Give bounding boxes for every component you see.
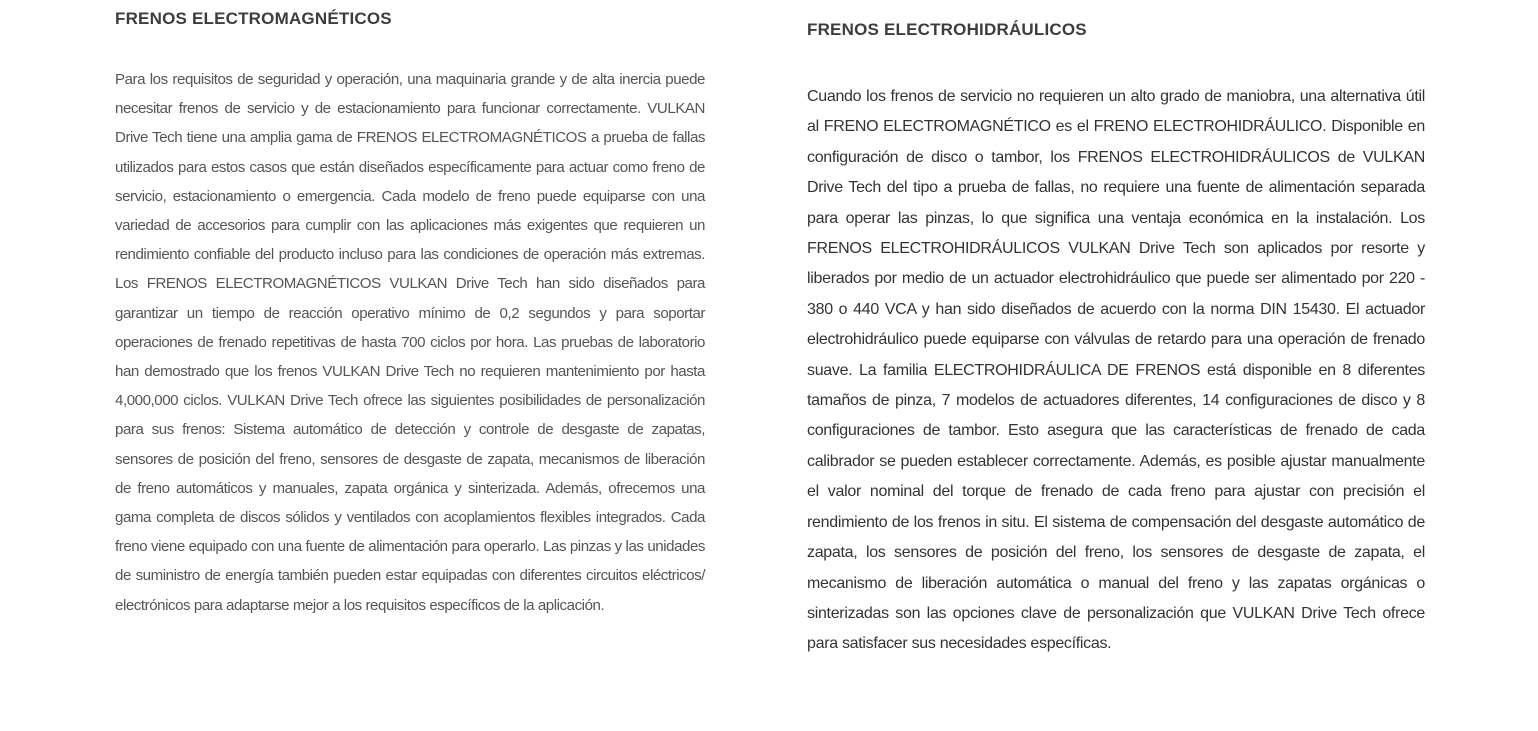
section-body-text: Para los requisitos de seguridad y operación, una maquinaria grande y de alta inercia puede necesitar frenos de servicio y de estacionamiento para funcionar correctamente. VULKAN Drive Tech tiene una amplia gama de FRENOS ELECTROMAGNÉTICOS a prueba de fallas utilizados para estos casos que están diseñados específicamente para actuar como freno de servicio, estacionamiento o emergencia. Cada modelo de freno puede equiparse con una variedad de accesorios para cumplir con las aplicaciones más exigentes que requieren un rendimiento confiable del producto incluso para las condiciones de operación más extremas. Los FRENOS ELECTROMAGNÉTICOS VULKAN Drive Tech han sido diseñados para garantizar un tiempo de reacción operativo mínimo de 0,2 segundos y para soportar operaciones de frenado repetitivas de hasta 700 ciclos por hora. Las pruebas de laboratorio han demostrado que los frenos VULKAN Drive Tech no requieren mantenimiento por hasta 4,000,000 ciclos. VULKAN Drive Tech ofrece las siguientes posibilidades de personalización para sus frenos: Sistema automático de detección y controle de desgaste de zapatas, sensores de posición del freno, sensores de desgaste de zapata, mecanismos de liberación de freno automáticos y manuales, zapata orgánica y sinterizada. Además, ofrecemos una gama completa de discos sólidos y ventilados con acoplamientos flexibles integrados. Cada freno viene equipado con una fuente de alimentación para operarlo. Las pinzas y las unidades de suministro de energía también pueden estar equipadas con diferentes circuitos eléctricos/ electrónicos para adaptarse mejor a los requisitos específicos de la aplicación.: [115, 71, 705, 614]
section-body-text: Cuando los frenos de servicio no requieren un alto grado de maniobra, una alternativa útil al FRENO ELECTROMAGNÉTICO es el FRENO ELECTROHIDRÁULICO. Disponible en configuración de disco o tambor, los FRENOS ELECTROHIDRÁULICOS de VULKAN Drive Tech del tipo a prueba de fallas, no requiere una fuente de alimentación separada para operar las pinzas, lo que significa una ventaja económica en la instalación. Los FRENOS ELECTROHIDRÁULICOS VULKAN Drive Tech son aplicados por resorte y liberados por medio de un actuador electrohidráulico que puede ser alimentado por 220 - 380 o 440 VCA y han sido diseñados de acuerdo con la norma DIN 15430. El actuador electrohidráulico puede equiparse con válvulas de retardo para una operación de frenado suave. La familia ELECTROHIDRÁULICA DE FRENOS está disponible en 8 diferentes tamaños de pinza, 7 modelos de actuadores diferentes, 14 configuraciones de disco y 8 configuraciones de tambor. Esto asegura que las características de frenado de cada calibrador se pueden establecer correctamente. Además, es posible ajustar manualmente el valor nominal del torque de frenado de cada freno para ajustar con precisión el rendimiento de los frenos in situ. El sistema de compensación del desgaste automático de zapata, los sensores de posición del freno, los sensores de desgaste de zapata, el mecanismo de liberación automática o manual del freno y las zapatas orgánicas o sinterizadas son las opciones clave de personalización que VULKAN Drive Tech ofrece para satisfacer sus necesidades específicas.: [807, 88, 1425, 653]
section-heading: FRENOS ELECTROHIDRÁULICOS: [807, 20, 1087, 39]
section-heading: FRENOS ELECTROMAGNÉTICOS: [115, 9, 392, 28]
